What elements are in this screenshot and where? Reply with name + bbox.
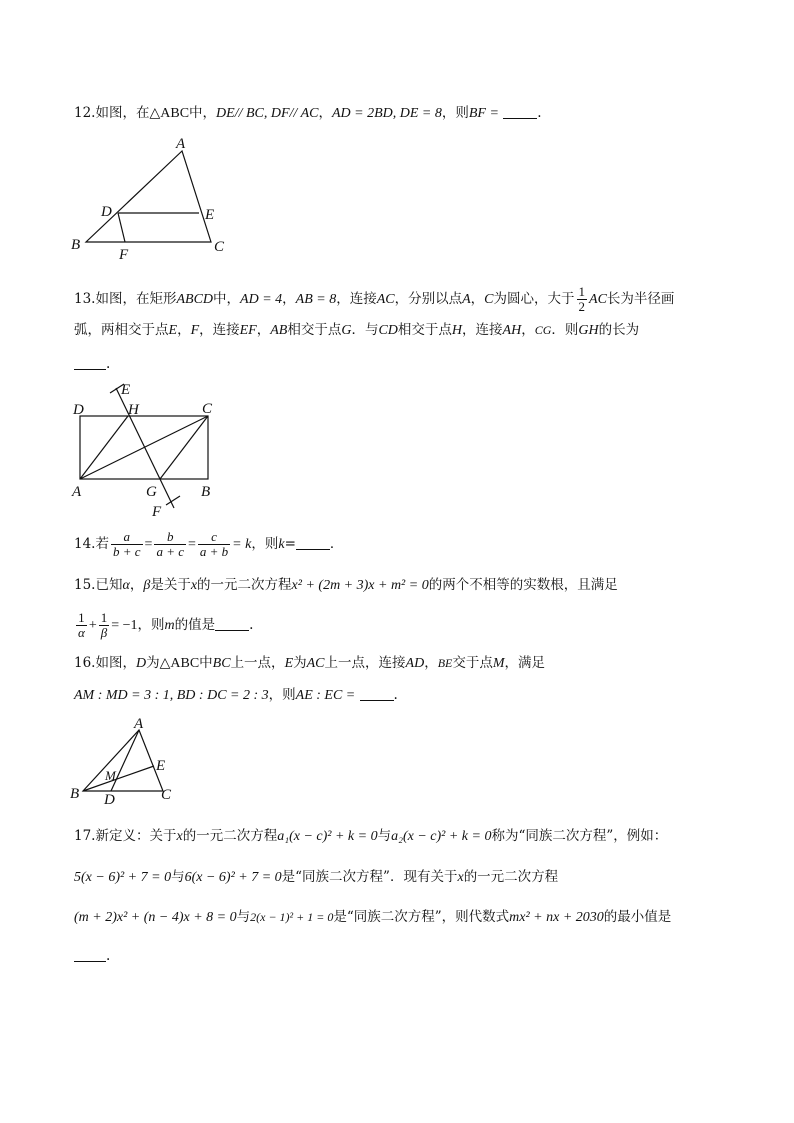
math: AB = 8: [295, 292, 337, 307]
math: AB: [270, 323, 288, 338]
numerator: 1: [578, 284, 586, 299]
math: mx² + nx + 2030: [509, 910, 604, 925]
label-a: A: [176, 136, 186, 152]
question-17-line-2: [74, 867, 558, 888]
text: 如图，: [95, 655, 136, 671]
numerator: 1: [76, 611, 87, 626]
denominator: b + c: [112, 544, 141, 559]
math: x: [176, 829, 183, 844]
text: ，: [282, 291, 296, 307]
denominator: β: [100, 625, 108, 640]
label-h: H: [128, 402, 139, 418]
label-e: E: [121, 382, 131, 398]
label-m: M: [105, 768, 116, 783]
question-number: 17.: [74, 828, 96, 844]
math: ABCD: [176, 292, 214, 307]
text: 上一点，: [230, 655, 285, 671]
math: G: [341, 323, 352, 338]
text: 是关于: [150, 577, 191, 593]
math: 5(x − 6)² + 7 = 0: [74, 870, 172, 885]
text: 称为“同族二次方程”，例如：: [491, 828, 668, 844]
math: DE// BC, DF// AC: [216, 106, 319, 121]
denominator: a + c: [156, 544, 184, 559]
text: ．则: [551, 322, 579, 338]
label-d: D: [104, 792, 115, 808]
label-g: G: [146, 484, 157, 500]
text: 的最小值是: [603, 909, 672, 925]
label-c: C: [214, 239, 225, 255]
text: .: [106, 948, 111, 964]
math: AC: [306, 656, 325, 671]
numerator: b: [154, 530, 186, 545]
text: ，连接: [462, 322, 503, 338]
math: x: [457, 870, 464, 885]
denominator: α: [78, 625, 85, 640]
text: 与: [171, 869, 185, 885]
text: ，连接: [336, 291, 377, 307]
text: 如图，在矩形: [95, 291, 177, 307]
text: 交于点: [452, 655, 493, 671]
label-f: F: [119, 247, 129, 263]
text: ．: [329, 536, 344, 552]
math: D: [135, 656, 147, 671]
math: F: [190, 323, 200, 338]
label-e: E: [205, 207, 215, 223]
label-d: D: [101, 204, 112, 220]
math: GH: [578, 323, 599, 338]
math: m: [164, 618, 175, 633]
question-number: 16.: [74, 655, 96, 671]
text: .: [393, 687, 398, 703]
question-17-line-1: [74, 826, 667, 847]
text: 中，: [213, 291, 241, 307]
denominator: 2: [578, 299, 586, 314]
numerator: 1: [100, 610, 108, 625]
math: BE: [437, 656, 453, 670]
math: = −1: [111, 618, 138, 633]
text: .: [537, 105, 542, 121]
math: AH: [502, 323, 522, 338]
text: ，则: [268, 687, 296, 703]
question-17-line-4: [74, 946, 110, 966]
label-f: F: [152, 504, 162, 520]
math: k: [278, 537, 285, 552]
math: AD: [405, 656, 425, 671]
math: α: [122, 578, 130, 593]
math: C: [484, 292, 494, 307]
text: 中，: [189, 105, 217, 121]
math: BF =: [468, 106, 499, 121]
label-b: B: [201, 484, 211, 500]
numerator: c: [198, 530, 230, 545]
text: 长为半径画: [606, 291, 675, 307]
math: AC: [589, 292, 607, 307]
text: .: [249, 617, 254, 633]
text: ，分别以点: [394, 291, 463, 307]
math: BC: [212, 656, 231, 671]
text: ，则: [251, 536, 279, 552]
math: AE : EC =: [295, 688, 356, 703]
text: ，: [424, 655, 438, 671]
math: E: [168, 323, 178, 338]
math: M: [492, 656, 505, 671]
label-a: A: [72, 484, 82, 500]
math: 2(x − 1)² + 1 = 0: [250, 910, 334, 924]
math: (m + 2)x² + (n − 4)x + 8 = 0: [74, 910, 237, 925]
text: 若: [95, 536, 109, 552]
math: x² + (2m + 3)x + m² = 0: [291, 578, 429, 593]
text: 与: [377, 828, 392, 844]
text: 新定义：关于: [95, 828, 177, 844]
text: ，: [318, 105, 332, 121]
label-c: C: [161, 787, 172, 803]
text: 的长为: [598, 322, 640, 338]
question-number: 12.: [74, 105, 96, 121]
math: 6(x − 6)² + 7 = 0: [184, 870, 282, 885]
math: =: [144, 537, 153, 552]
text: 如图，在: [95, 105, 150, 121]
text: ，连接: [199, 322, 240, 338]
label-d: D: [73, 402, 84, 418]
segment-be: [83, 766, 154, 791]
question-number: 15.: [74, 577, 96, 593]
text: 的值是: [174, 617, 216, 633]
answer-blank: [74, 947, 106, 962]
text: ．与: [351, 322, 379, 338]
math: AC: [376, 292, 395, 307]
label-b: B: [71, 237, 81, 253]
text: 与: [236, 909, 251, 925]
math: △ABC: [149, 106, 190, 121]
text: ，: [521, 322, 535, 338]
text: ，: [177, 322, 191, 338]
text: 是“同族二次方程”，则代数式: [333, 909, 510, 925]
math: CD: [378, 323, 398, 338]
question-number: 13.: [74, 291, 96, 307]
math: E: [284, 656, 294, 671]
text: 中: [199, 655, 213, 671]
triangle-abc: [83, 730, 166, 791]
text: 为圆心，大于: [493, 291, 575, 307]
math: AD = 4: [240, 292, 283, 307]
label-c: C: [202, 401, 213, 417]
math: A: [462, 292, 471, 307]
question-17-line-3: [74, 907, 671, 928]
math: △ABC: [159, 656, 200, 671]
math: a₁(x − c)² + k = 0: [277, 829, 378, 844]
math: CG: [534, 323, 552, 337]
math: a₂(x − c)² + k = 0: [391, 829, 492, 844]
text: ，: [256, 322, 271, 338]
text: 已知: [95, 577, 123, 593]
text: 相交于点: [287, 322, 342, 338]
text: 为: [293, 655, 307, 671]
math: AM : MD = 3 : 1, BD : DC = 2 : 3: [74, 688, 269, 703]
text: =: [284, 536, 296, 552]
math: =: [187, 537, 196, 552]
text: 是“同族二次方程”．现有关于: [281, 869, 458, 885]
text: 的两个不相等的实数根，且满足: [428, 577, 618, 593]
math: +: [88, 618, 97, 633]
text: 的一元二次方程: [182, 828, 278, 844]
numerator: a: [111, 530, 143, 545]
text: ，则: [441, 105, 469, 121]
math: x: [190, 578, 198, 593]
text: .: [106, 356, 111, 372]
math: β: [143, 578, 151, 593]
text: 的一元二次方程: [463, 869, 559, 885]
text: 上一点，连接: [324, 655, 406, 671]
text: 为: [146, 655, 160, 671]
math: H: [451, 323, 463, 338]
label-a: A: [134, 716, 144, 732]
text: ，则: [137, 617, 165, 633]
math: = k: [232, 537, 252, 552]
text: ，满足: [504, 655, 546, 671]
math: AD = 2BD, DE = 8: [331, 106, 442, 121]
math: EF: [239, 323, 257, 338]
denominator: a + b: [199, 544, 229, 559]
text: ，: [470, 291, 485, 307]
label-b: B: [70, 786, 80, 802]
label-e: E: [156, 758, 166, 774]
text: 相交于点: [397, 322, 452, 338]
question-number: 14.: [74, 536, 96, 552]
text: 弧，两相交于点: [74, 322, 169, 338]
text: 的一元二次方程: [197, 577, 292, 593]
text: ，: [129, 577, 144, 593]
